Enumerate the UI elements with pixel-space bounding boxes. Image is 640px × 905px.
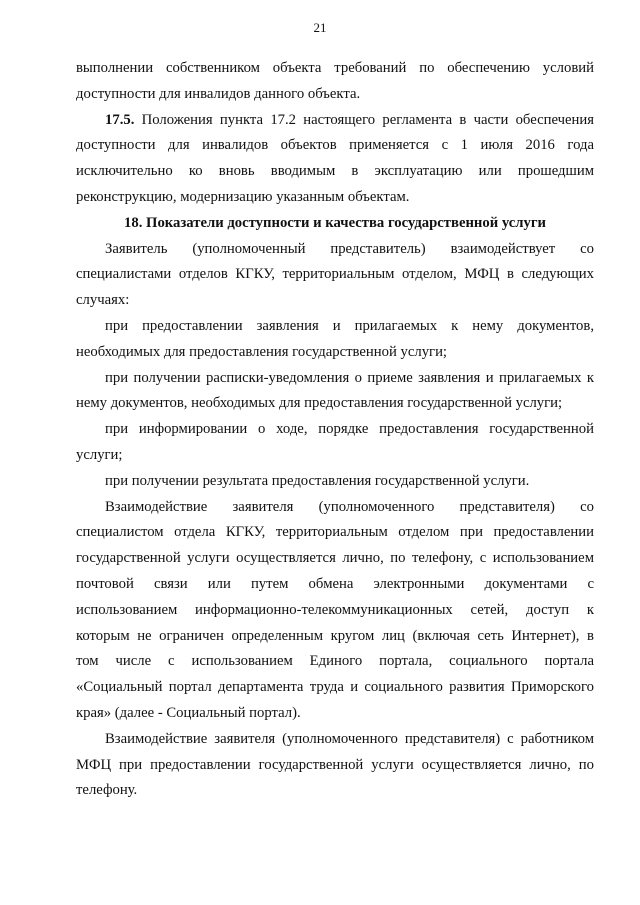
clause-number: 17.5. (105, 111, 135, 128)
text-line: Взаимодействие заявителя (уполномоченного представителя) со (105, 498, 594, 515)
text-line: специалистами отделов КГКУ, территориальным отделом, МФЦ в следующих (76, 266, 594, 283)
text-line: доступности для инвалидов данного объекта. (76, 85, 361, 102)
section-heading: 18. Показатели доступности и качества государственной услуги (124, 214, 546, 231)
paragraph (76, 314, 594, 366)
text-line: телефону. (76, 782, 138, 799)
paragraph (76, 108, 594, 211)
paragraph (76, 469, 594, 495)
text-line: «Социальный портал департамента труда и социального развития Приморского (76, 679, 594, 696)
text-line: реконструкцию, модернизацию указанным объектам. (76, 188, 410, 205)
paragraph (76, 56, 594, 108)
text-line: МФЦ при предоставлении государственной услуги осуществляется лично, по (76, 756, 594, 773)
text-line: края» (далее - Социальный портал). (76, 704, 301, 721)
text-line: исключительно ко вновь вводимым в эксплуатацию или прошедшим (76, 163, 594, 180)
text-line: выполнении собственником объекта требований по обеспечению условий (76, 60, 594, 76)
text-line: случаях: (76, 292, 130, 309)
text-fragment: Положения пункта 17.2 настоящего регламента в части обеспечения (134, 111, 594, 128)
text-line: при предоставлении заявления и прилагаемых к нему документов, (105, 317, 594, 334)
text-line: при информировании о ходе, порядке предоставления государственной (105, 421, 594, 438)
text-line: государственной услуги осуществляется лично, по телефону, с использованием (76, 550, 594, 567)
section-heading-block (76, 211, 594, 237)
text-line: почтовой связи или путем обмена электронными документами с (76, 575, 594, 592)
text-line: услуги; (76, 446, 123, 463)
text-line: использованием информационно-телекоммуникационных сетей, доступ к (76, 601, 594, 618)
text-line (76, 108, 594, 134)
text-line: доступности для инвалидов объектов применяется с 1 июля 2016 года (76, 137, 594, 154)
text-line: при получении расписки-уведомления о приеме заявления и прилагаемых к (105, 369, 594, 386)
text-line: Взаимодействие заявителя (уполномоченного представителя) с работником (105, 730, 594, 747)
paragraph (76, 237, 594, 314)
page-number: 21 (313, 20, 327, 35)
paragraph (76, 417, 594, 469)
text-line: специалистом отдела КГКУ, территориальным отделом при предоставлении (76, 524, 594, 541)
paragraph (76, 495, 594, 727)
text-line: том числе с использованием Единого портала, социального портала (76, 653, 594, 670)
paragraph (76, 727, 594, 804)
paragraph (76, 366, 594, 418)
text-line: необходимых для предоставления государственной услуги; (76, 343, 448, 360)
document-body (76, 56, 594, 804)
text-line: нему документов, необходимых для предоставления государственной услуги; (76, 395, 563, 412)
text-line: при получении результата предоставления государственной услуги. (105, 472, 530, 489)
text-line: Заявитель (уполномоченный представитель) взаимодействует со (105, 240, 594, 257)
text-line: которым не ограничен определенным кругом лиц (включая сеть Интернет), в (76, 627, 594, 644)
